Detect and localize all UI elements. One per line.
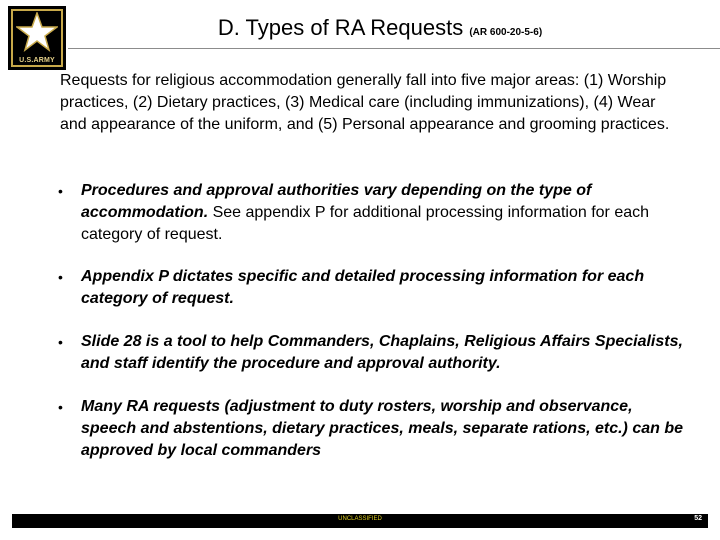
bullet-plain-text: See appendix P for additional processing information for each category of request. (81, 204, 650, 243)
classification-marking: UNCLASSIFIED (338, 516, 382, 522)
page-number: 52 (694, 515, 702, 522)
bullet-marker: • (58, 334, 63, 350)
bullet-marker: • (58, 399, 63, 415)
bullet-emphasis-text: Procedures and approval authorities vary depending on the type of accommodation. (81, 182, 592, 221)
slide-title (0, 15, 720, 41)
bullet-item (58, 331, 688, 375)
title-reference: (AR 600-20-5-6) (469, 27, 543, 38)
title-main: D. Types of RA Requests (217, 15, 464, 40)
bullet-item (58, 266, 688, 310)
footer-bar (12, 514, 708, 528)
bullet-marker: • (58, 269, 63, 285)
intro-paragraph: Requests for religious accommodation generally fall into five major areas: (1) Worship practices, (2) Dietary practices, (3) Medical care (including immunizations), (4) Wear and appearance of the uniform, and (5) Personal appearance and grooming practices. (60, 72, 670, 133)
bullet-marker: • (58, 183, 63, 199)
bullet-emphasis-text: Appendix P dictates specific and detailed processing information for each category of request. (81, 268, 645, 307)
title-divider (68, 48, 720, 49)
bullet-item (58, 396, 688, 462)
logo-text: U.S.ARMY (19, 57, 55, 64)
bullet-emphasis-text: Many RA requests (adjustment to duty rosters, worship and observance, speech and abstentions, dietary practices, meals, separate rations, etc.) can be approved by local commanders (81, 398, 684, 459)
bullet-emphasis-text: Slide 28 is a tool to help Commanders, Chaplains, Religious Affairs Specialists, and staff identify the procedure and approval authority. (81, 333, 683, 372)
bullet-item (58, 180, 688, 246)
